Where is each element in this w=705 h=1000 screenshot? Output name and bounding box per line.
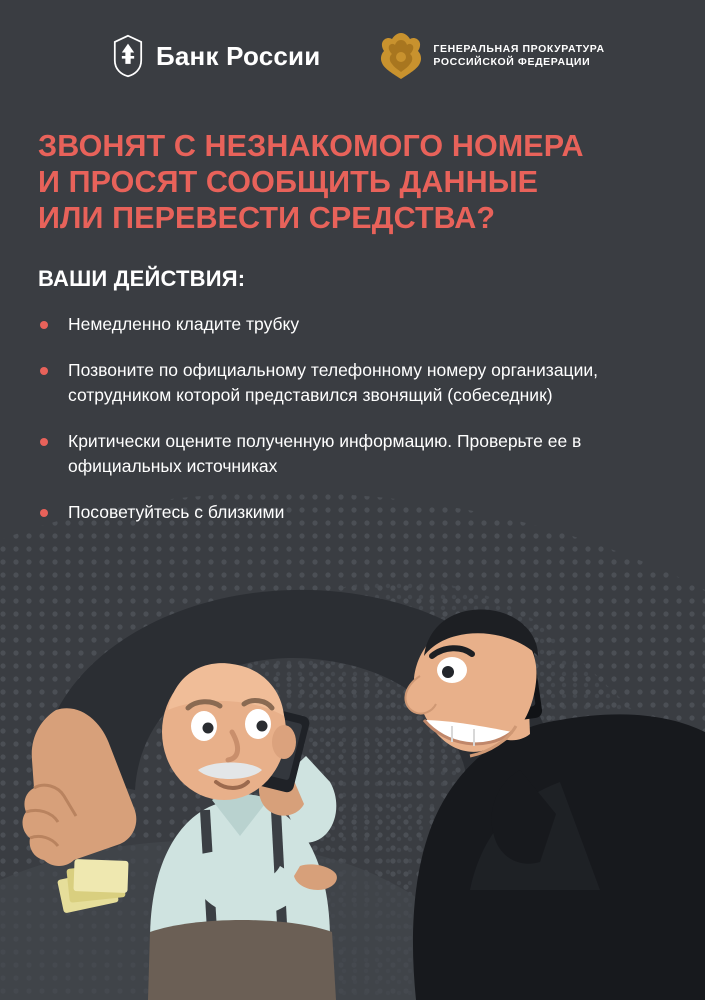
prosecutor-general-logo: [378, 30, 604, 82]
bullet-icon: [40, 367, 48, 375]
list-item: [40, 500, 660, 525]
illustration-scammer-call: [0, 470, 705, 1000]
action-text: Немедленно кладите трубку: [68, 314, 300, 334]
action-text: Позвоните по официальному телефонному номеру организации, сотрудником которой представился звонящий (собеседник): [68, 360, 598, 405]
bullet-icon: [40, 438, 48, 446]
action-text: Посоветуйтесь с близкими: [68, 502, 285, 522]
actions-list: [40, 312, 660, 525]
list-item: [40, 429, 660, 479]
headline: [38, 128, 678, 236]
double-headed-eagle-icon: [378, 30, 424, 82]
headline-line-3: ИЛИ ПЕРЕВЕСТИ СРЕДСТВА?: [38, 201, 496, 235]
header: [0, 0, 705, 82]
list-item: [40, 358, 660, 408]
prosecutor-line-1: ГЕНЕРАЛЬНАЯ ПРОКУРАТУРА: [433, 43, 605, 55]
bullet-icon: [40, 321, 48, 329]
cbr-emblem-icon: [110, 34, 146, 78]
bullet-icon: [40, 509, 48, 517]
bank-of-russia-name: Банк России: [156, 40, 321, 71]
money-in-pocket: [57, 859, 128, 913]
scammer: [405, 609, 705, 1000]
actions-title: ВАШИ ДЕЙСТВИЯ:: [38, 266, 246, 291]
headline-line-1: ЗВОНЯТ С НЕЗНАКОМОГО НОМЕРА: [38, 129, 584, 163]
action-text: Критически оцените полученную информацию. Проверьте ее в официальных источниках: [68, 431, 582, 476]
list-item: [40, 312, 660, 337]
elderly-man: [148, 663, 337, 1000]
prosecutor-line-2: РОССИЙСКОЙ ФЕДЕРАЦИИ: [433, 56, 591, 68]
bank-of-russia-logo: [110, 34, 320, 78]
headline-line-2: И ПРОСЯТ СООБЩИТЬ ДАННЫЕ: [38, 165, 539, 199]
